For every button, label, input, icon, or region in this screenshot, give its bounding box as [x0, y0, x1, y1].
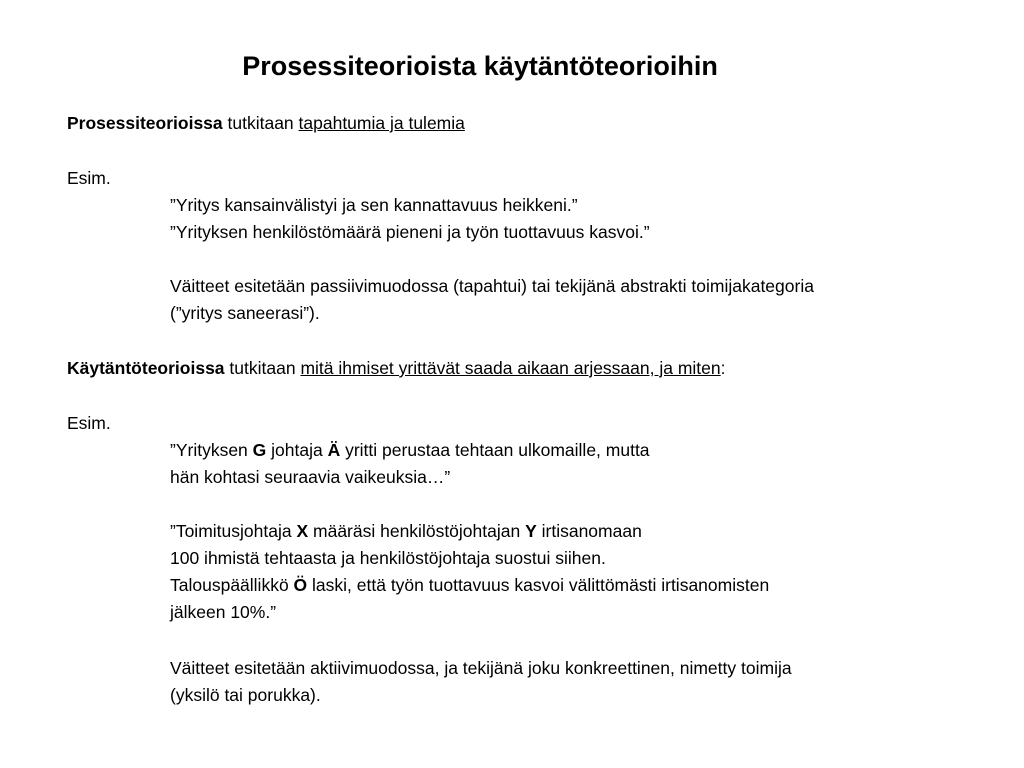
process-theory-definition	[67, 110, 465, 137]
practice-theory-definition	[67, 355, 726, 382]
text-segment: ”Toimitusjohtaja	[170, 521, 297, 541]
definition-connector: tutkitaan	[224, 358, 301, 378]
process-theory-term: Prosessiteorioissa	[67, 113, 223, 133]
process-note-line-2: (”yritys saneerasi”).	[170, 303, 320, 323]
actor-letter: Ä	[327, 440, 341, 460]
process-example-2: ”Yrityksen henkilöstömäärä pieneni ja työn tuottavuus kasvoi.”	[170, 222, 650, 242]
text-segment: yritti perustaa tehtaan ulkomaille, mutta	[340, 440, 650, 460]
example-label: Esim.	[67, 168, 111, 188]
practice-theory-term: Käytäntöteorioissa	[67, 358, 225, 378]
actor-letter: Ö	[293, 575, 308, 595]
practice-example-2-line-4: jälkeen 10%.”	[170, 602, 277, 622]
practice-example-1-line-1	[170, 437, 650, 464]
text-segment: ”Yrityksen	[170, 440, 253, 460]
practice-note-line-2: (yksilö tai porukka).	[170, 685, 321, 705]
practice-note-line-1: Väitteet esitetään aktiivimuodossa, ja tekijänä joku konkreettinen, nimetty toimija	[170, 658, 792, 678]
definition-connector: tutkitaan	[222, 113, 299, 133]
definition-colon: :	[720, 358, 726, 378]
practice-example-2-line-2: 100 ihmistä tehtaasta ja henkilöstöjohtaja suostui siihen.	[170, 548, 606, 568]
practice-example-2-line-3	[170, 572, 769, 599]
practice-theory-focus: mitä ihmiset yrittävät saada aikaan arjessaan, ja miten	[300, 358, 721, 378]
text-segment: johtaja	[266, 440, 328, 460]
text-segment: laski, että työn tuottavuus kasvoi välittömästi irtisanomisten	[307, 575, 770, 595]
process-example-1: ”Yritys kansainvälistyi ja sen kannattavuus heikkeni.”	[170, 195, 578, 215]
practice-example-2-line-1	[170, 518, 642, 545]
text-segment: määräsi henkilöstöjohtajan	[308, 521, 526, 541]
process-note-line-1: Väitteet esitetään passiivimuodossa (tapahtui) tai tekijänä abstrakti toimijakategoria	[170, 276, 814, 296]
example-label: Esim.	[67, 413, 111, 433]
actor-letter: Y	[525, 521, 537, 541]
slide-title: Prosessiteorioista käytäntöteorioihin	[242, 51, 718, 81]
practice-example-1-line-2: hän kohtasi seuraavia vaikeuksia…”	[170, 467, 451, 487]
actor-letter: X	[296, 521, 309, 541]
process-theory-focus: tapahtumia ja tulemia	[298, 113, 465, 133]
actor-letter: G	[252, 440, 267, 460]
text-segment: irtisanomaan	[536, 521, 642, 541]
text-segment: Talouspäällikkö	[170, 575, 294, 595]
